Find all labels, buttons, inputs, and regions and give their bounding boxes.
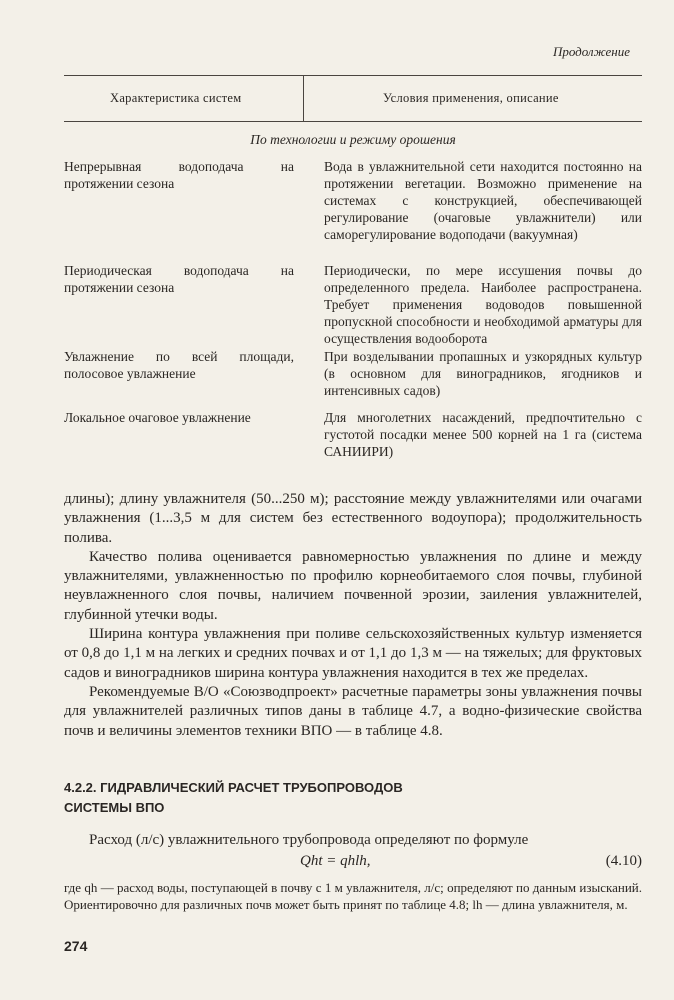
- table-header-characteristic: Характеристика систем: [110, 91, 242, 105]
- table-header-conditions: Условия применения, описание: [383, 91, 559, 105]
- paragraph: длины); длину увлажнителя (50...250 м); расстояние между увлажнителями или очагами увлажнения (1...3,5 м для систем без естественного водоупора); продолжительность полива.: [64, 491, 642, 546]
- formula-intro: Расход (л/с) увлажнительного трубопровода определяют по формуле: [89, 832, 529, 848]
- body-text: [64, 490, 642, 741]
- row-characteristic: Периодическая водоподача на протяжении сезона: [64, 263, 294, 295]
- formula: Qht = qhlh,: [300, 853, 371, 869]
- paragraph: Рекомендуемые В/О «Союзводпроект» расчетные параметры зоны увлажнения почвы для увлажнителей различных типов даны в таблице 4.7, а водно-физические свойства почв и величины элементов техники ВПО — в таблице 4.8.: [64, 683, 642, 739]
- formula-explanation: где qh — расход воды, поступающей в почву с 1 м увлажнителя, л/с; определяют по данным изысканий. Ориентировочно для различных почв может быть принят по таблице 4.8; lh — длина увлажнителя, м.: [64, 880, 642, 912]
- row-characteristic: Увлажнение по всей площади, полосовое увлажнение: [64, 349, 294, 381]
- section-heading-line: 4.2.2. ГИДРАВЛИЧЕСКИЙ РАСЧЕТ ТРУБОПРОВОДОВ: [64, 780, 403, 795]
- row-description: Для многолетних насаждений, предпочтительно с густотой посадки менее 500 корней на 1 га (система САНИИРИ): [324, 410, 642, 459]
- paragraph: Ширина контура увлажнения при поливе сельскохозяйственных культур изменяется от 0,8 до 1,1 м на легких и средних почвах и от 1,1 до 1,3 м — на тяжелых; для фруктовых садов и виноградников ширина контура увлажнения находится в тех же пределах.: [64, 626, 642, 681]
- row-characteristic: Локальное очаговое увлажнение: [64, 410, 251, 425]
- row-description: Периодически, по мере иссушения почвы до определенного предела. Наиболее распространена. Требует применения водоводов повышенной пропускной способности и необходимой арматуры для осуществления водооборота: [324, 263, 642, 346]
- row-description: Вода в увлажнительной сети находится постоянно на протяжении вегетации. Возможно применение на системах с конструкцией, обеспечивающей регулирование (очаговые увлажнители) или саморегулирование водоподачи (вакуумная): [324, 159, 642, 242]
- paragraph: Качество полива оценивается равномерностью увлажнения по длине и между увлажнителями, увлажненностью по профилю корнеобитаемого слоя почвы, глубиной неувлажненного слоя почвы, наличием почвенной эрозии, заиления увлажнителей, глубинной утечки воды.: [64, 548, 642, 623]
- row-characteristic: Непрерывная водоподача на протяжении сезона: [64, 159, 294, 191]
- continuation-label: Продолжение: [552, 44, 630, 59]
- equation-number: (4.10): [605, 853, 642, 869]
- table-subheading: По технологии и режиму орошения: [250, 132, 456, 147]
- row-description: При возделывании пропашных и узкорядных культур (в основном для виноградников, ягодников и интенсивных садов): [324, 349, 642, 398]
- table-header-divider: [303, 75, 304, 121]
- section-heading-line: СИСТЕМЫ ВПО: [64, 800, 165, 815]
- section-heading: [64, 778, 642, 818]
- page-number: 274: [64, 938, 88, 954]
- table-top-rule: [64, 75, 642, 76]
- table-header-rule: [64, 121, 642, 122]
